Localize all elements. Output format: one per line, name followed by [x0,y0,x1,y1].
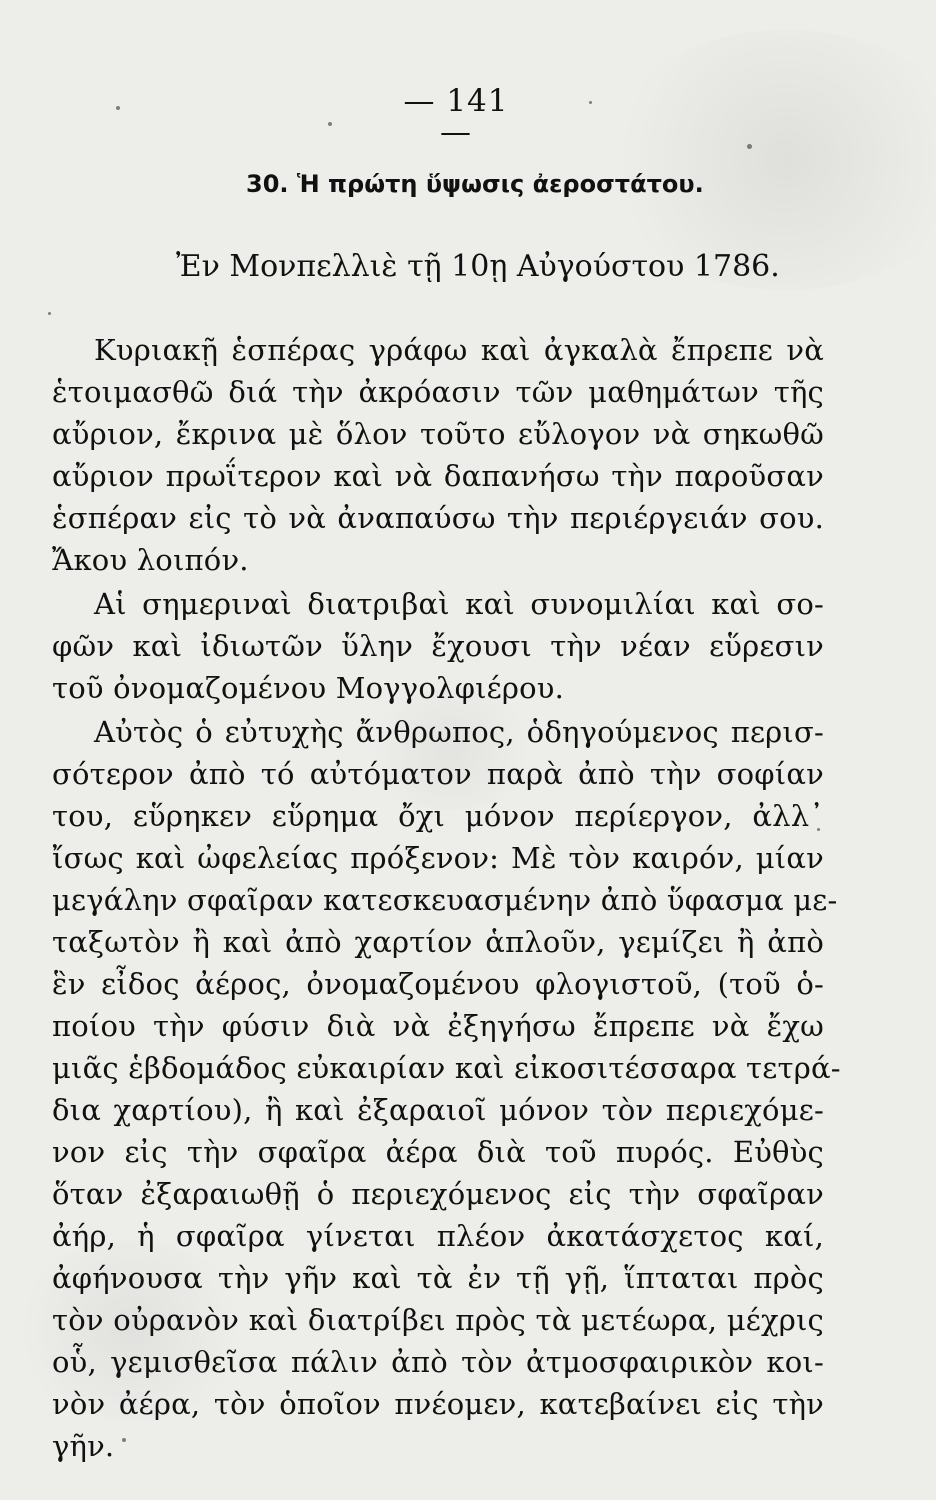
print-speck [589,101,592,104]
body-line: νον εἰς τὴν σφαῖρα ἀέρα διὰ τοῦ πυρός. Εὐθὺς [52,1135,824,1169]
body-line: Αἱ σημεριναὶ διατριβαὶ καὶ συνομιλίαι καὶ σο- [94,587,824,621]
body-line: τοῦ ὀνομαζομένου Μογγολφιέρου. [52,671,565,705]
chapter-title: 30. Ἡ πρώτη ὕψωσις ἀεροστάτου. [246,170,704,198]
body-line: τὸν οὐρανὸν καὶ διατρίβει πρὸς τὰ μετέωρα, μέχρις [52,1303,824,1337]
body-line: ἴσως καὶ ὠφελείας πρόξενον: Μὲ τὸν καιρόν, μίαν [52,841,824,875]
body-line: δια χαρτίου), ἢ καὶ ἐξαραιοῖ μόνον τὸν περιεχόμε- [52,1093,824,1127]
body-line: ταξωτὸν ἢ καὶ ἀπὸ χαρτίον ἁπλοῦν, γεμίζει ἢ ἀπὸ [52,925,824,959]
body-line: φῶν καὶ ἰδιωτῶν ὕλην ἔχουσι τὴν νέαν εὕρεσιν [52,629,824,663]
body-line: του, εὕρηκεν εὕρημα ὄχι μόνον περίεργον, ἀλλ᾽ [52,799,824,833]
body-line: ὅταν ἐξαραιωθῇ ὁ περιεχόμενος εἰς τὴν σφαῖραν [52,1177,824,1211]
print-speck [328,122,332,126]
body-line: μεγάλην σφαῖραν κατεσκευασμένην ἀπὸ ὕφασμα με- [52,883,838,917]
body-line: αὔριον πρωΐτερον καὶ νὰ δαπανήσω τὴν παροῦσαν [52,459,824,493]
print-speck [747,144,752,149]
body-line: νὸν ἀέρα, τὸν ὁποῖον πνέομεν, κατεβαίνει εἰς τὴν [52,1387,824,1421]
body-line: σότερον ἀπὸ τό αὐτόματον παρὰ ἀπὸ τὴν σοφίαν [52,757,824,791]
body-line: ἑσπέραν εἰς τὸ νὰ ἀναπαύσω τὴν περιέργειάν σου. [52,501,824,535]
body-line: Αὐτὸς ὁ εὐτυχὴς ἄνθρωπος, ὁδηγούμενος περισ- [94,715,824,749]
print-speck [116,106,120,110]
body-line: ἓν εἶδος ἀέρος, ὀνομαζομένου φλογιστοῦ, (τοῦ ὁ- [52,967,824,1001]
body-line: μιᾶς ἑβδομάδος εὐκαιρίαν καὶ εἰκοσιτέσσαρα τετρά- [52,1051,841,1085]
body-line: αὔριον, ἔκρινα μὲ ὅλον τοῦτο εὔλογον νὰ σηκωθῶ [52,417,824,451]
body-line: ἀφήνουσα τὴν γῆν καὶ τὰ ἐν τῇ γῇ, ἵπταται πρὸς [52,1261,824,1295]
page-number: — 141 — [403,83,509,150]
body-line: ποίου τὴν φύσιν διὰ νὰ ἐξηγήσω ἔπρεπε νὰ ἔχω [52,1009,824,1043]
body-line: ἀήρ, ἡ σφαῖρα γίνεται πλέον ἀκατάσχετος καί, [52,1219,824,1253]
print-speck [122,1438,126,1442]
body-line: Κυριακῇ ἑσπέρας γράφω καὶ ἀγκαλὰ ἔπρεπε νὰ [94,333,824,367]
paper-stain [360,690,540,810]
body-line: Ἄκου λοιπόν. [52,543,249,577]
body-line: ἑτοιμασθῶ διά τὴν ἀκρόασιν τῶν μαθημάτων τῆς [52,375,824,409]
body-line: οὗ, γεμισθεῖσα πάλιν ἀπὸ τὸν ἀτμοσφαιρικὸν κοι- [52,1345,824,1379]
body-line: γῆν. [52,1429,115,1463]
print-speck [48,312,51,315]
date-line: Ἐν Μονπελλιὲ τῇ 10ῃ Αὐγούστου 1786. [176,249,780,284]
